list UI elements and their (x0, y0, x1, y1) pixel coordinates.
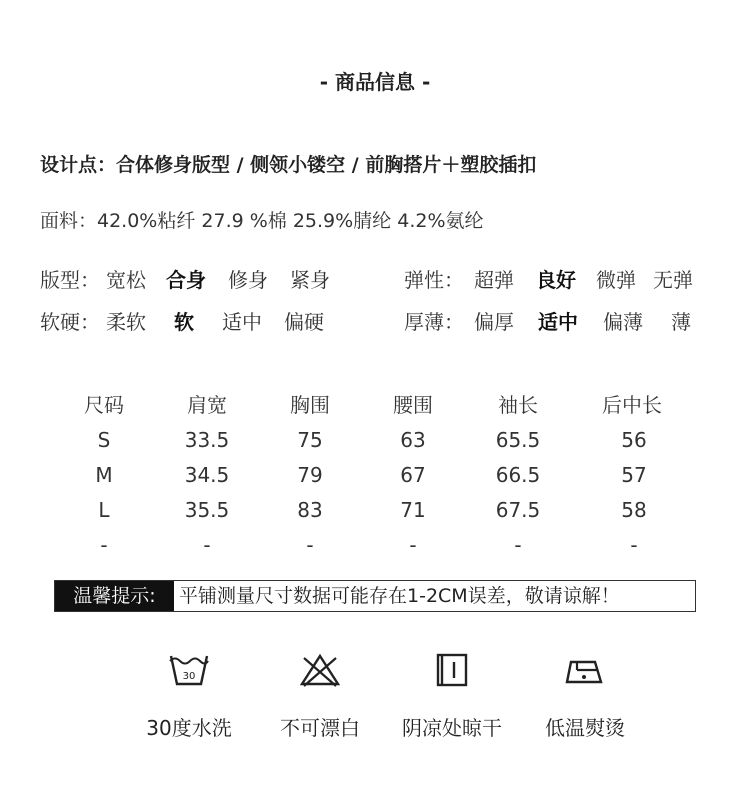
attr-elasticity-option: 超弹 (474, 268, 514, 292)
design-points: 设计点：合体修身版型 / 侧领小镂空 / 前胸搭片＋塑胶插扣 (40, 154, 537, 176)
attr-softness-label: 软硬： (40, 310, 100, 334)
header-cell: 胸围 (290, 393, 330, 417)
table-cell: 35.5 (184, 498, 230, 522)
header-cell: 袖长 (498, 393, 538, 417)
table-cell: 66.5 (495, 463, 541, 487)
attr-fit-option: 修身 (228, 268, 268, 292)
attr-elasticity (404, 266, 724, 294)
care-label: 低温熨烫 (545, 716, 625, 740)
attr-fit (40, 266, 360, 294)
table-cell: 67 (400, 463, 426, 487)
iron-low-icon (563, 650, 607, 690)
section-title: - 商品信息 - (319, 70, 431, 94)
table-row (52, 493, 712, 528)
attr-thickness (404, 308, 724, 336)
attr-softness-option: 柔软 (106, 310, 146, 334)
attr-fit-option: 紧身 (290, 268, 330, 292)
header-cell: 后中长 (602, 393, 662, 417)
care-label: 阴凉处晾干 (402, 716, 502, 740)
table-cell: 71 (400, 498, 426, 522)
table-row (52, 528, 712, 563)
care-label: 30度水洗 (146, 716, 232, 740)
table-cell: 57 (621, 463, 647, 487)
table-cell: - (409, 533, 417, 557)
attr-fit-option: 宽松 (106, 268, 146, 292)
table-cell: 34.5 (184, 463, 230, 487)
table-row (52, 423, 712, 458)
attr-softness-option: 偏硬 (284, 310, 324, 334)
no-bleach-icon (298, 650, 342, 690)
header-cell: 肩宽 (187, 393, 227, 417)
care-label: 不可漂白 (280, 716, 360, 740)
wash-30-icon (167, 650, 211, 690)
tip-label: 温馨提示: (55, 581, 174, 611)
shade-dry-icon (430, 650, 474, 690)
table-cell: 67.5 (495, 498, 541, 522)
attr-softness-option: 适中 (222, 310, 262, 334)
care-iron (495, 650, 675, 741)
attr-thickness-label: 厚薄： (404, 310, 464, 334)
table-cell: S (97, 428, 111, 452)
size-table-header (52, 388, 712, 423)
table-cell: 33.5 (184, 428, 230, 452)
attr-thickness-option-selected: 适中 (538, 310, 578, 334)
attr-elasticity-option: 无弹 (653, 268, 693, 292)
header-cell: 腰围 (393, 393, 433, 417)
table-cell: 63 (400, 428, 426, 452)
table-cell: 58 (621, 498, 647, 522)
table-cell: 79 (297, 463, 323, 487)
attr-fit-option-selected: 合身 (166, 268, 206, 292)
table-cell: - (514, 533, 522, 557)
table-cell: - (630, 533, 638, 557)
table-row (52, 458, 712, 493)
table-cell: - (203, 533, 211, 557)
header-cell: 尺码 (84, 393, 124, 417)
attr-elasticity-option-selected: 良好 (536, 268, 576, 292)
table-cell: 56 (621, 428, 647, 452)
attr-elasticity-label: 弹性： (404, 268, 464, 292)
attr-thickness-option: 偏厚 (474, 310, 514, 334)
attr-softness-option-selected: 软 (174, 310, 194, 334)
fabric-composition: 面料：42.0%粘纤 27.9 %棉 25.9%腈纶 4.2%氨纶 (40, 210, 484, 232)
attr-softness (40, 308, 360, 336)
measurement-tip (54, 580, 696, 612)
table-cell: M (95, 463, 113, 487)
table-cell: 83 (297, 498, 323, 522)
table-cell: L (98, 498, 110, 522)
wash-temperature: 30 (182, 671, 196, 682)
attr-elasticity-option: 微弹 (596, 268, 636, 292)
size-table (52, 388, 712, 563)
tip-text: 平铺测量尺寸数据可能存在1-2CM误差，敬请谅解！ (179, 585, 620, 607)
table-cell: 75 (297, 428, 323, 452)
attr-fit-label: 版型： (40, 268, 100, 292)
attr-thickness-option: 偏薄 (603, 310, 643, 334)
table-cell: 65.5 (495, 428, 541, 452)
attr-thickness-option: 薄 (671, 310, 691, 334)
table-cell: - (306, 533, 314, 557)
table-cell: - (100, 533, 108, 557)
